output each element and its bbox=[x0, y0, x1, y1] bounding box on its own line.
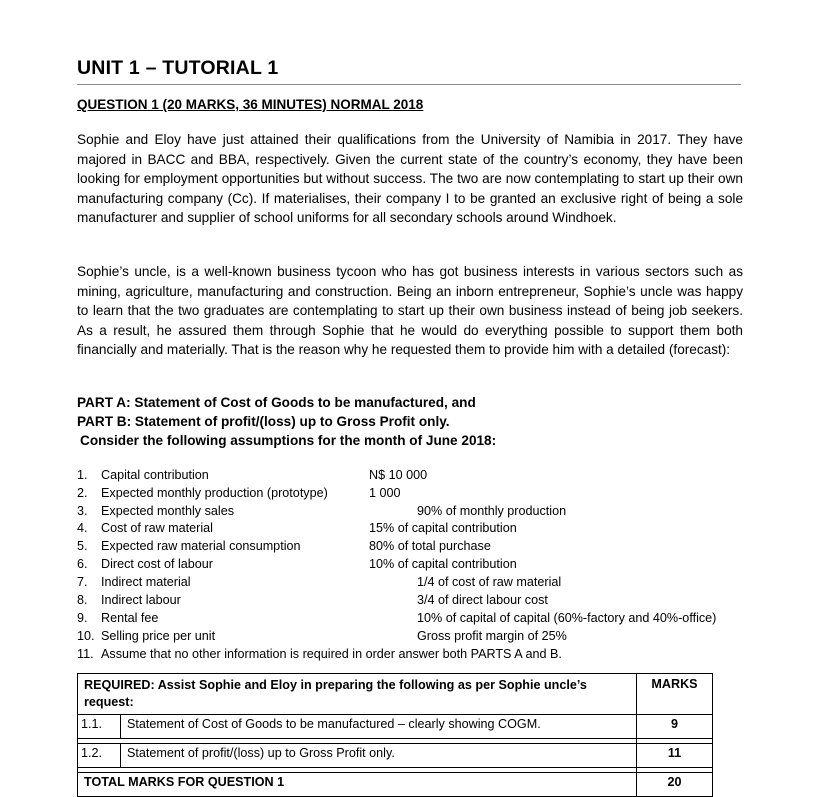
assumption-value: 15% of capital contribution bbox=[369, 521, 517, 535]
item-marks: 9 bbox=[637, 715, 713, 739]
assumption-value: 3/4 of direct labour cost bbox=[417, 593, 548, 607]
item-marks: 11 bbox=[637, 744, 713, 768]
assumption-item: 5. Expected raw material consumption bbox=[77, 539, 301, 553]
title-divider bbox=[77, 84, 741, 85]
assumption-value: 80% of total purchase bbox=[369, 539, 491, 553]
total-marks: 20 bbox=[637, 773, 713, 797]
assumption-item: 9. Rental fee bbox=[77, 611, 159, 625]
part-b-heading: PART B: Statement of profit/(loss) up to Gross Profit only. bbox=[77, 414, 450, 429]
assumption-value: 1 000 bbox=[369, 486, 401, 500]
assumption-value: N$ 10 000 bbox=[369, 468, 428, 482]
assumption-value: 1/4 of cost of raw material bbox=[417, 575, 562, 589]
marks-header: MARKS bbox=[637, 674, 713, 715]
total-row bbox=[78, 773, 713, 797]
assumption-item: 7. Indirect material bbox=[77, 575, 191, 589]
uncle-paragraph: Sophie’s uncle, is a well-known business tycoon who has got business interests in various sectors such as mining, agriculture, manufacturing and construction. Being an inborn entrepreneur, Sophie’s uncle was happy to learn that the two graduates are contemplating to start up their own business instead of being job seekers. As a result, he assured them through Sophie that he would do everything possible to support them both financially and materially. That is the reason why he requested them to provide him with a detailed (forecast): bbox=[77, 264, 743, 357]
assumption-value: 90% of monthly production bbox=[417, 504, 567, 518]
table-row bbox=[78, 715, 713, 739]
assumptions-heading: Consider the following assumptions for the month of June 2018: bbox=[80, 433, 497, 448]
unit-title: UNIT 1 – TUTORIAL 1 bbox=[77, 57, 279, 79]
part-a-heading: PART A: Statement of Cost of Goods to be manufactured, and bbox=[77, 395, 476, 410]
assumption-item: 11. Assume that no other information is required in order answer both PARTS A and B. bbox=[77, 647, 562, 661]
item-text: Statement of profit/(loss) up to Gross Profit only. bbox=[121, 744, 637, 768]
assumption-value: Gross profit margin of 25% bbox=[417, 629, 567, 643]
assumption-value: 10% of capital contribution bbox=[369, 557, 517, 571]
item-text: Statement of Cost of Goods to be manufactured – clearly showing COGM. bbox=[121, 715, 637, 739]
item-number: 1.2. bbox=[78, 744, 121, 768]
assumption-item: 6. Direct cost of labour bbox=[77, 557, 213, 571]
question-heading: QUESTION 1 (20 MARKS, 36 MINUTES) NORMAL 2018 bbox=[77, 97, 424, 112]
assumption-value: 10% of capital of capital (60%-factory and 40%-office) bbox=[417, 611, 717, 625]
intro-paragraph: Sophie and Eloy have just attained their qualifications from the University of Namibia in 2017. They have majored in BACC and BBA, respectively. Given the current state of the country’s economy, they have been looking for employment opportunities but without success. The two are now contemplating to start up their own manufacturing company (Cc). If materialises, their company I to be granted an exclusive right of being a sole manufacturer and supplier of school uniforms for all secondary schools around Windhoek. bbox=[77, 132, 743, 225]
assumption-item: 3. Expected monthly sales bbox=[77, 504, 235, 518]
requirements-table bbox=[77, 673, 713, 797]
assumption-item: 4. Cost of raw material bbox=[77, 521, 213, 535]
assumption-item: 10. Selling price per unit bbox=[77, 629, 216, 643]
assumption-item: 8. Indirect labour bbox=[77, 593, 181, 607]
total-label: TOTAL MARKS FOR QUESTION 1 bbox=[78, 773, 637, 797]
item-number: 1.1. bbox=[78, 715, 121, 739]
table-row bbox=[78, 744, 713, 768]
required-heading: REQUIRED: Assist Sophie and Eloy in preparing the following as per Sophie uncle’s request: bbox=[78, 674, 637, 715]
assumption-item: 1. Capital contribution bbox=[77, 468, 209, 482]
assumption-item: 2. Expected monthly production (prototype) bbox=[77, 486, 328, 500]
